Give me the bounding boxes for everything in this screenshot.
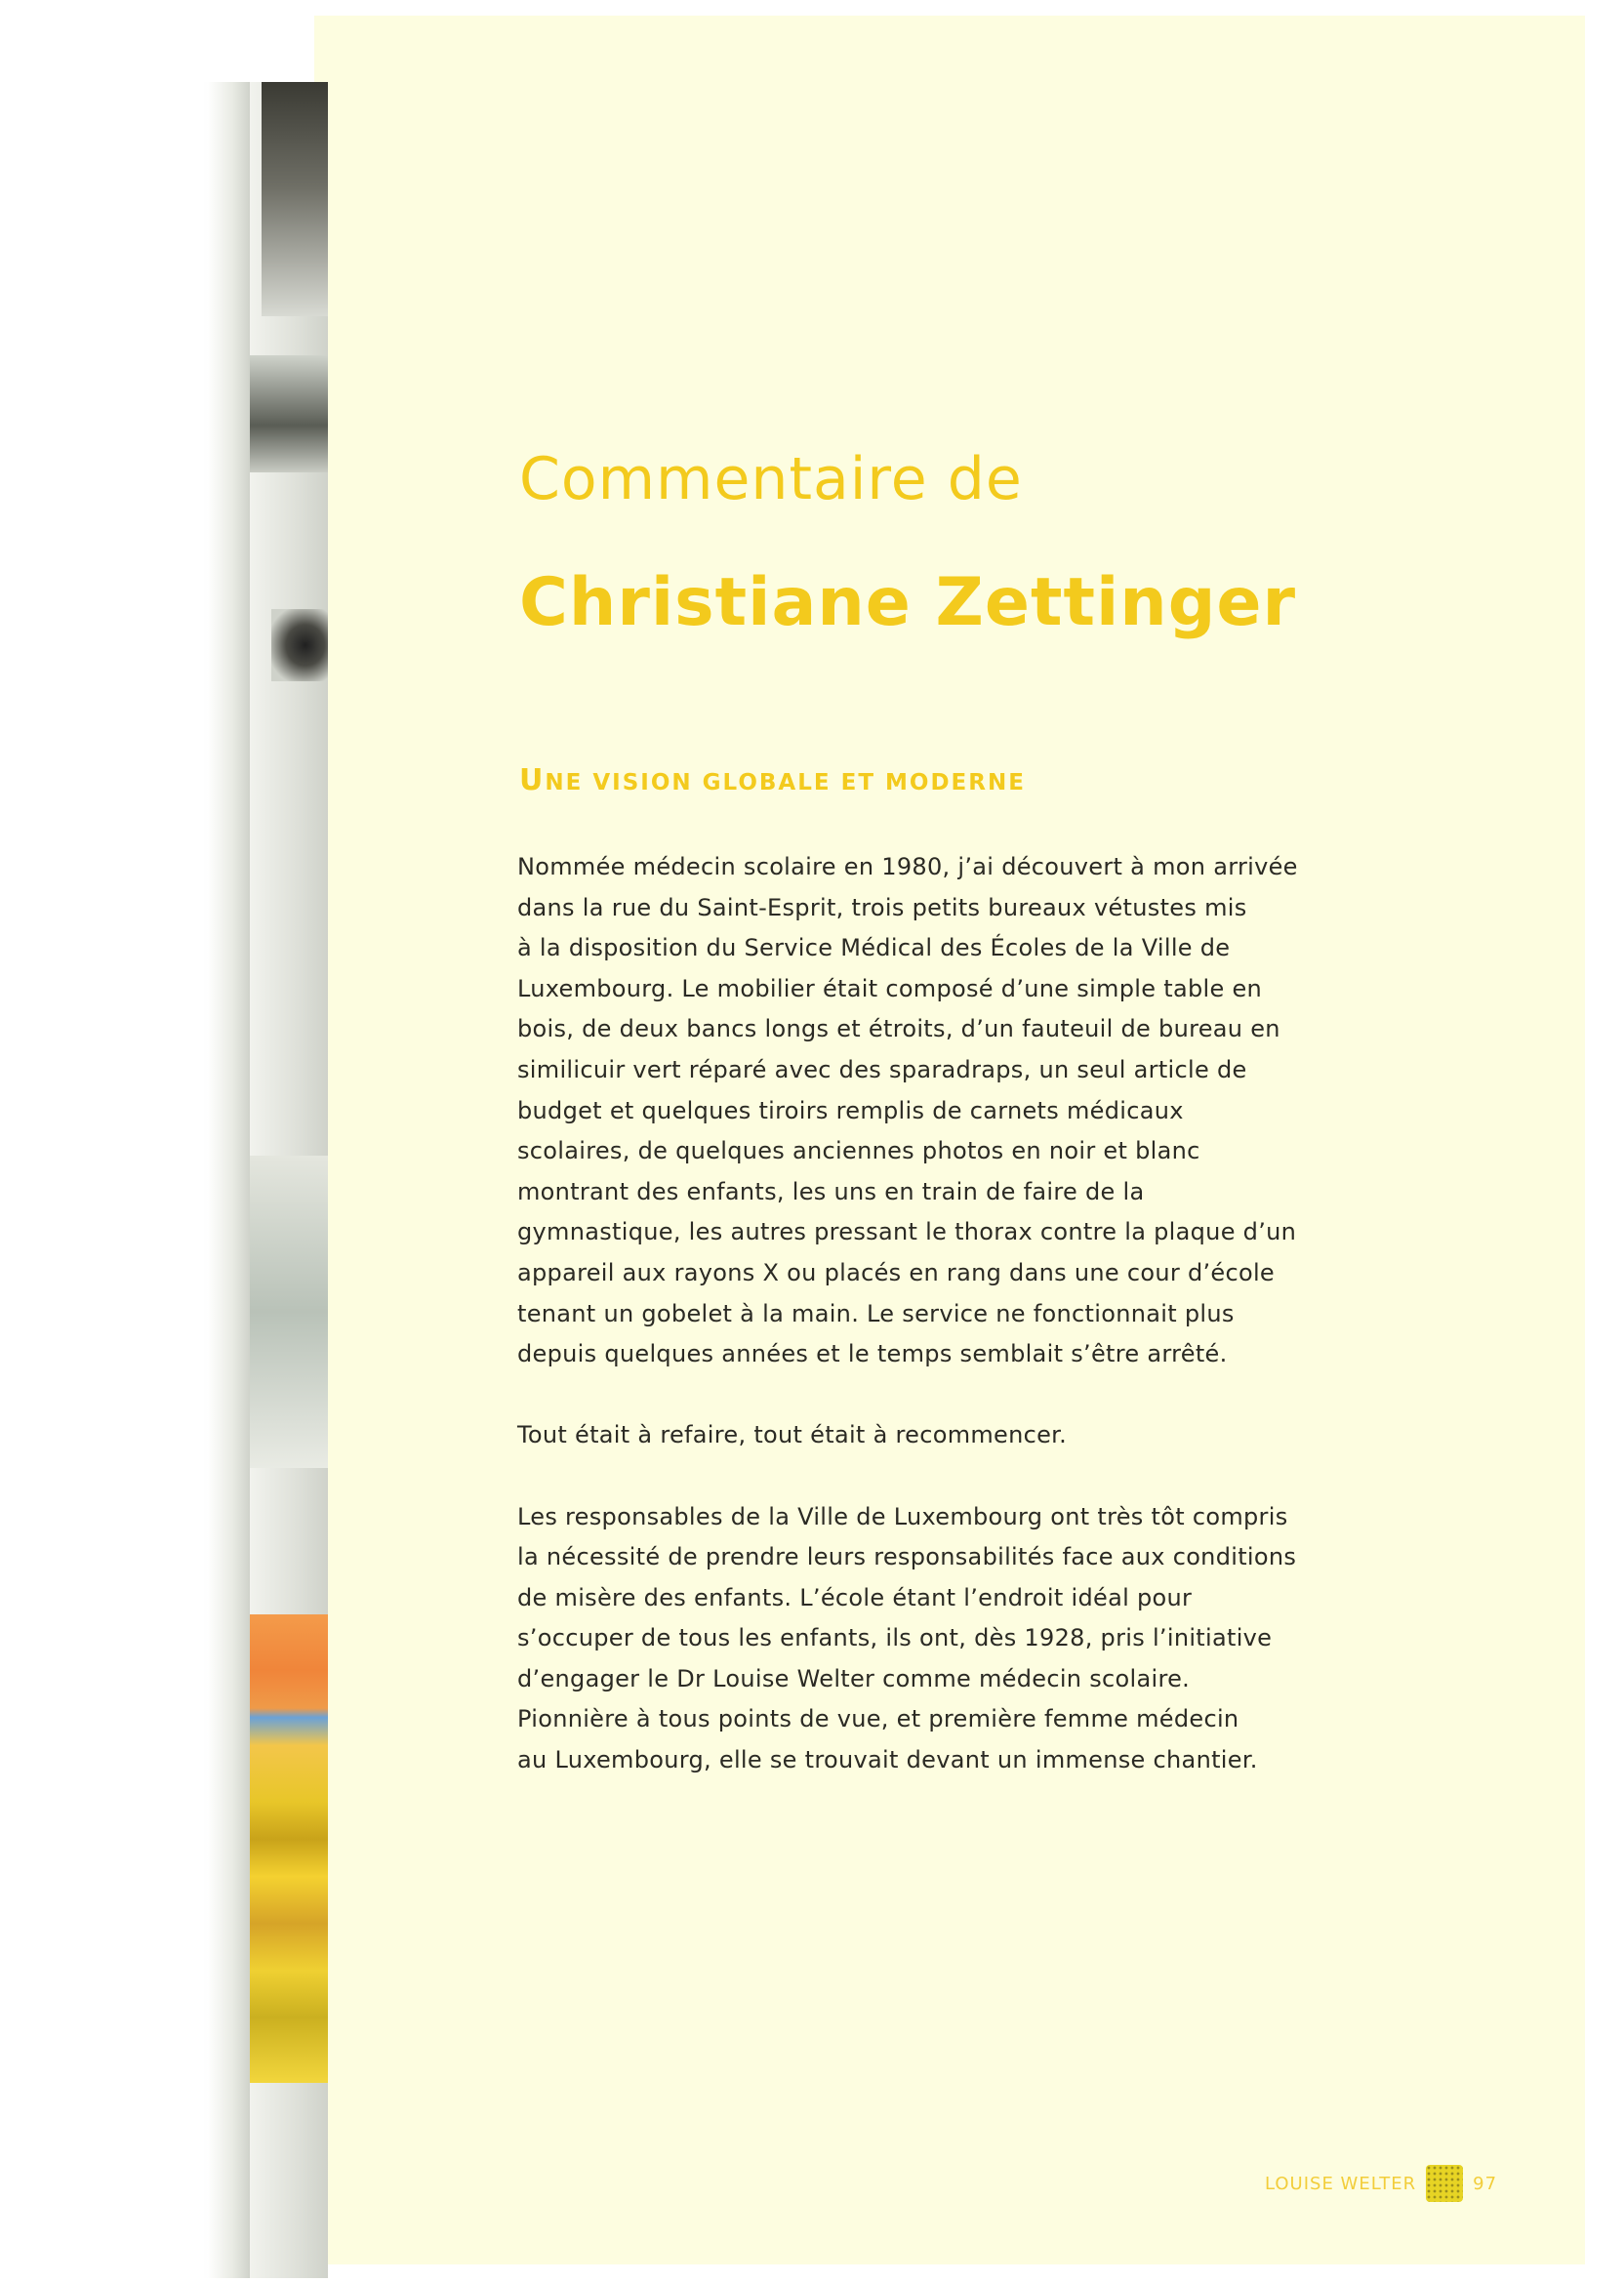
page-number: 97 (1473, 2173, 1498, 2194)
paragraph-spacer (517, 1456, 1318, 1497)
paragraph-1 (517, 847, 1318, 1375)
text-line: scolaires, de quelques anciennes photos en noir et blanc (517, 1137, 1200, 1165)
text-line: similicuir vert réparé avec des sparadraps, un seul article de (517, 1055, 1247, 1083)
text-line: au Luxembourg, elle se trouvait devant un immense chantier. (517, 1746, 1258, 1774)
dotted-square-icon (1426, 2165, 1463, 2202)
photo-eye (271, 609, 328, 681)
photo-colorful-scarf (250, 1614, 328, 2083)
text-line: gymnastique, les autres pressant le thorax contre la plaque d’un (517, 1218, 1297, 1246)
text-line: à la disposition du Service Médical des Écoles de la Ville de (517, 934, 1231, 962)
text-line: Les responsables de la Ville de Luxembourg ont très tôt compris (517, 1502, 1288, 1530)
text-line: montrant des enfants, les uns en train de faire de la (517, 1177, 1145, 1205)
text-line: appareil aux rayons X ou placés en rang dans une cour d’école (517, 1258, 1275, 1286)
section-heading-initial: U (519, 763, 546, 797)
text-line: dans la rue du Saint-Esprit, trois petits bureaux vétustes mis (517, 893, 1247, 921)
photo-white-edge (207, 82, 250, 2278)
text-line: tenant un gobelet à la main. Le service ne fonctionnait plus (517, 1299, 1235, 1327)
photo-brow-shadow (250, 355, 328, 472)
photo-hair-shadow (262, 82, 328, 316)
paragraph-3 (517, 1497, 1318, 1781)
section-heading (519, 763, 1026, 797)
text-line: Nommée médecin scolaire en 1980, j’ai découvert à mon arrivée (517, 853, 1298, 880)
page-title-line1: Commentaire de (519, 445, 1023, 513)
text-line: Tout était à refaire, tout était à recommencer. (517, 1421, 1068, 1449)
photo-cheek-shading (242, 1156, 328, 1468)
section-heading-rest: NE VISION GLOBALE ET MODERNE (545, 770, 1026, 795)
text-line: la nécessité de prendre leurs responsabilités face aux conditions (517, 1543, 1297, 1571)
paragraph-2 (517, 1415, 1318, 1456)
text-line: Pionnière à tous points de vue, et première femme médecin (517, 1705, 1239, 1733)
side-photo-strip (203, 82, 328, 2278)
page-title-line2: Christiane Zettinger (519, 564, 1297, 641)
text-line: bois, de deux bancs longs et étroits, d’un fauteuil de bureau en (517, 1015, 1280, 1043)
text-line: depuis quelques années et le temps semblait s’être arrêté. (517, 1340, 1228, 1368)
page-footer (1265, 2165, 1497, 2202)
text-line: de misère des enfants. L’école étant l’endroit idéal pour (517, 1583, 1193, 1611)
running-title: LOUISE WELTER (1265, 2173, 1417, 2194)
text-line: Luxembourg. Le mobilier était composé d’une simple table en (517, 974, 1263, 1002)
paragraph-spacer (517, 1375, 1318, 1416)
text-line: budget et quelques tiroirs remplis de carnets médicaux (517, 1096, 1184, 1124)
body-text (517, 847, 1318, 1781)
text-line: d’engager le Dr Louise Welter comme médecin scolaire. (517, 1664, 1191, 1692)
text-line: s’occuper de tous les enfants, ils ont, dès 1928, pris l’initiative (517, 1624, 1273, 1652)
